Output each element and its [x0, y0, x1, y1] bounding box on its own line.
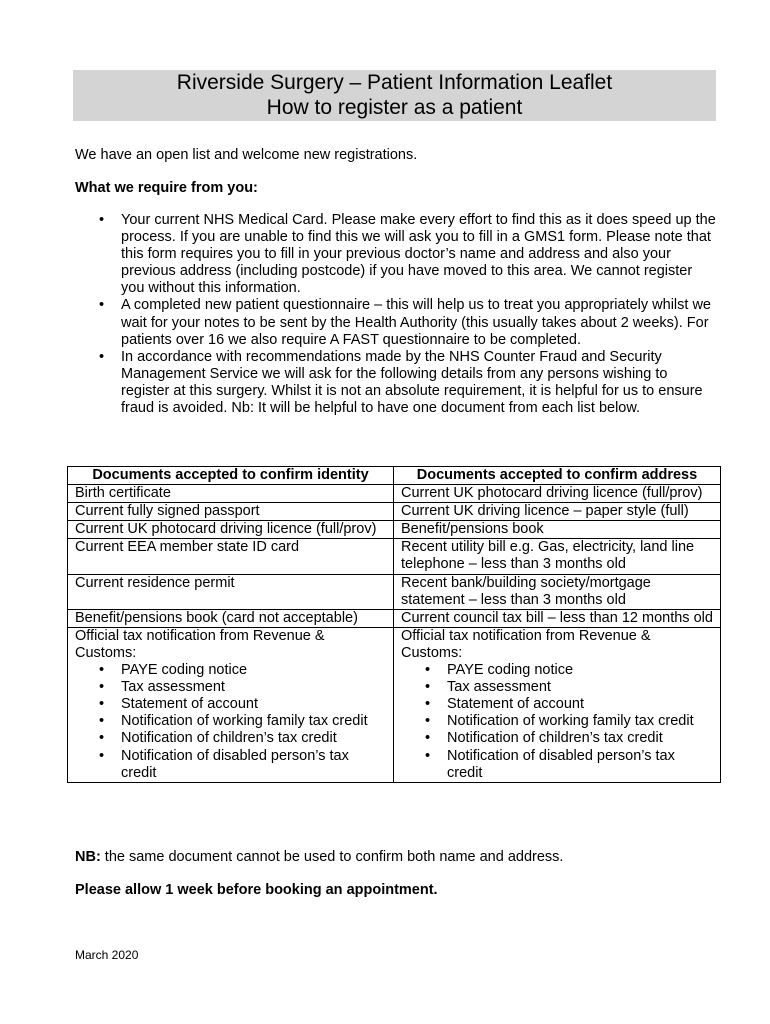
address-cell: Current UK driving licence – paper style (full)	[394, 503, 721, 521]
list-item: • Statement of account	[425, 696, 585, 713]
list-item: • Your current NHS Medical Card. Please make every effort to find this as it does speed up the process. If you are unable to find this we will ask you to fill in a GMS1 form. Please note that this form requires you to fill in your previous doctor’s name and address and also your previous address (including postcode) if you have moved to this area. We cannot register you without this information.	[99, 212, 716, 297]
table-header-row	[68, 467, 721, 485]
nb-text: the same document cannot be used to confirm both name and address.	[100, 849, 564, 865]
table-row	[68, 627, 721, 782]
list-item: • Notification of disabled person’s tax credit	[425, 747, 675, 781]
page-title: Riverside Surgery – Patient Information Leaflet	[176, 71, 613, 94]
list-item: • Notification of working family tax credit	[425, 713, 694, 730]
list-item: • In accordance with recommendations made by the NHS Counter Fraud and Security Management Service we will ask for the following details from any persons wishing to register at this surgery. Whilst it is not an absolute requirement, it is helpful for us to ensure fraud is avoided. Nb: It will be helpful to have one document from each list below.	[99, 348, 703, 417]
identity-cell: Current UK photocard driving licence (full/prov)	[68, 521, 394, 539]
identity-column-header: Documents accepted to confirm identity	[68, 467, 394, 485]
bullet-icon: •	[99, 662, 105, 679]
leaflet-header	[73, 70, 716, 121]
bullet-icon: •	[99, 679, 105, 696]
bullet-icon: •	[425, 696, 431, 713]
bullet-icon: •	[425, 730, 431, 747]
list-item: • Notification of disabled person’s tax credit	[99, 747, 349, 781]
footer-date: March 2020	[75, 948, 139, 962]
list-item: • PAYE coding notice	[99, 662, 248, 679]
table-row	[68, 609, 721, 627]
identity-cell: Birth certificate	[68, 485, 394, 503]
tax-list	[75, 662, 386, 782]
address-cell: Current UK photocard driving licence (full/prov)	[394, 485, 721, 503]
nb-label: NB:	[75, 849, 101, 865]
bullet-icon: •	[99, 747, 105, 764]
address-tax-cell	[394, 627, 721, 782]
requirements-heading: What we require from you:	[75, 180, 258, 196]
address-column-header: Documents accepted to confirm address	[394, 467, 721, 485]
identity-cell: Current fully signed passport	[68, 503, 394, 521]
table-row	[68, 521, 721, 539]
bullet-icon: •	[99, 713, 105, 730]
bullet-icon: •	[425, 747, 431, 764]
table-row	[68, 485, 721, 503]
list-item: • Notification of children’s tax credit	[425, 730, 663, 747]
bullet-icon: •	[425, 713, 431, 730]
identity-tax-cell	[68, 627, 394, 782]
list-item: • A completed new patient questionnaire – this will help us to treat you appropriately whilst we wait for your notes to be sent by the Health Authority (this usually takes about 2 weeks). For patients over 16 we also require A FAST questionnaire to be completed.	[99, 297, 711, 348]
address-cell: Recent utility bill e.g. Gas, electricity, land line telephone – less than 3 months old	[394, 539, 721, 574]
address-cell: Benefit/pensions book	[394, 521, 721, 539]
nb-note	[75, 849, 715, 866]
table-row	[68, 574, 721, 609]
identity-cell: Current EEA member state ID card	[68, 539, 394, 574]
address-cell: Recent bank/building society/mortgage statement – less than 3 months old	[394, 574, 721, 609]
appointment-note: Please allow 1 week before booking an appointment.	[75, 882, 438, 898]
tax-list	[401, 662, 713, 782]
identity-cell: Benefit/pensions book (card not acceptable)	[68, 609, 394, 627]
address-cell: Current council tax bill – less than 12 months old	[394, 609, 721, 627]
intro-text: We have an open list and welcome new registrations.	[75, 147, 418, 163]
table-row	[68, 539, 721, 574]
bullet-icon: •	[99, 348, 105, 365]
bullet-icon: •	[425, 662, 431, 679]
bullet-icon: •	[99, 730, 105, 747]
page-subtitle: How to register as a patient	[266, 96, 523, 119]
list-item: • Statement of account	[99, 696, 259, 713]
table-row	[68, 503, 721, 521]
tax-intro: Official tax notification from Revenue & Customs:	[401, 627, 651, 661]
list-item: • Tax assessment	[99, 679, 225, 696]
bullet-icon: •	[99, 212, 105, 228]
bullet-icon: •	[425, 679, 431, 696]
bullet-icon: •	[99, 696, 105, 713]
identity-cell: Current residence permit	[68, 574, 394, 609]
list-item: • PAYE coding notice	[425, 662, 574, 679]
list-item: • Notification of working family tax credit	[99, 713, 368, 730]
tax-intro: Official tax notification from Revenue & Customs:	[75, 627, 325, 661]
requirements-list	[99, 212, 717, 417]
bullet-icon: •	[99, 297, 105, 314]
documents-table	[67, 466, 721, 783]
list-item: • Notification of children’s tax credit	[99, 730, 337, 747]
list-item: • Tax assessment	[425, 679, 551, 696]
